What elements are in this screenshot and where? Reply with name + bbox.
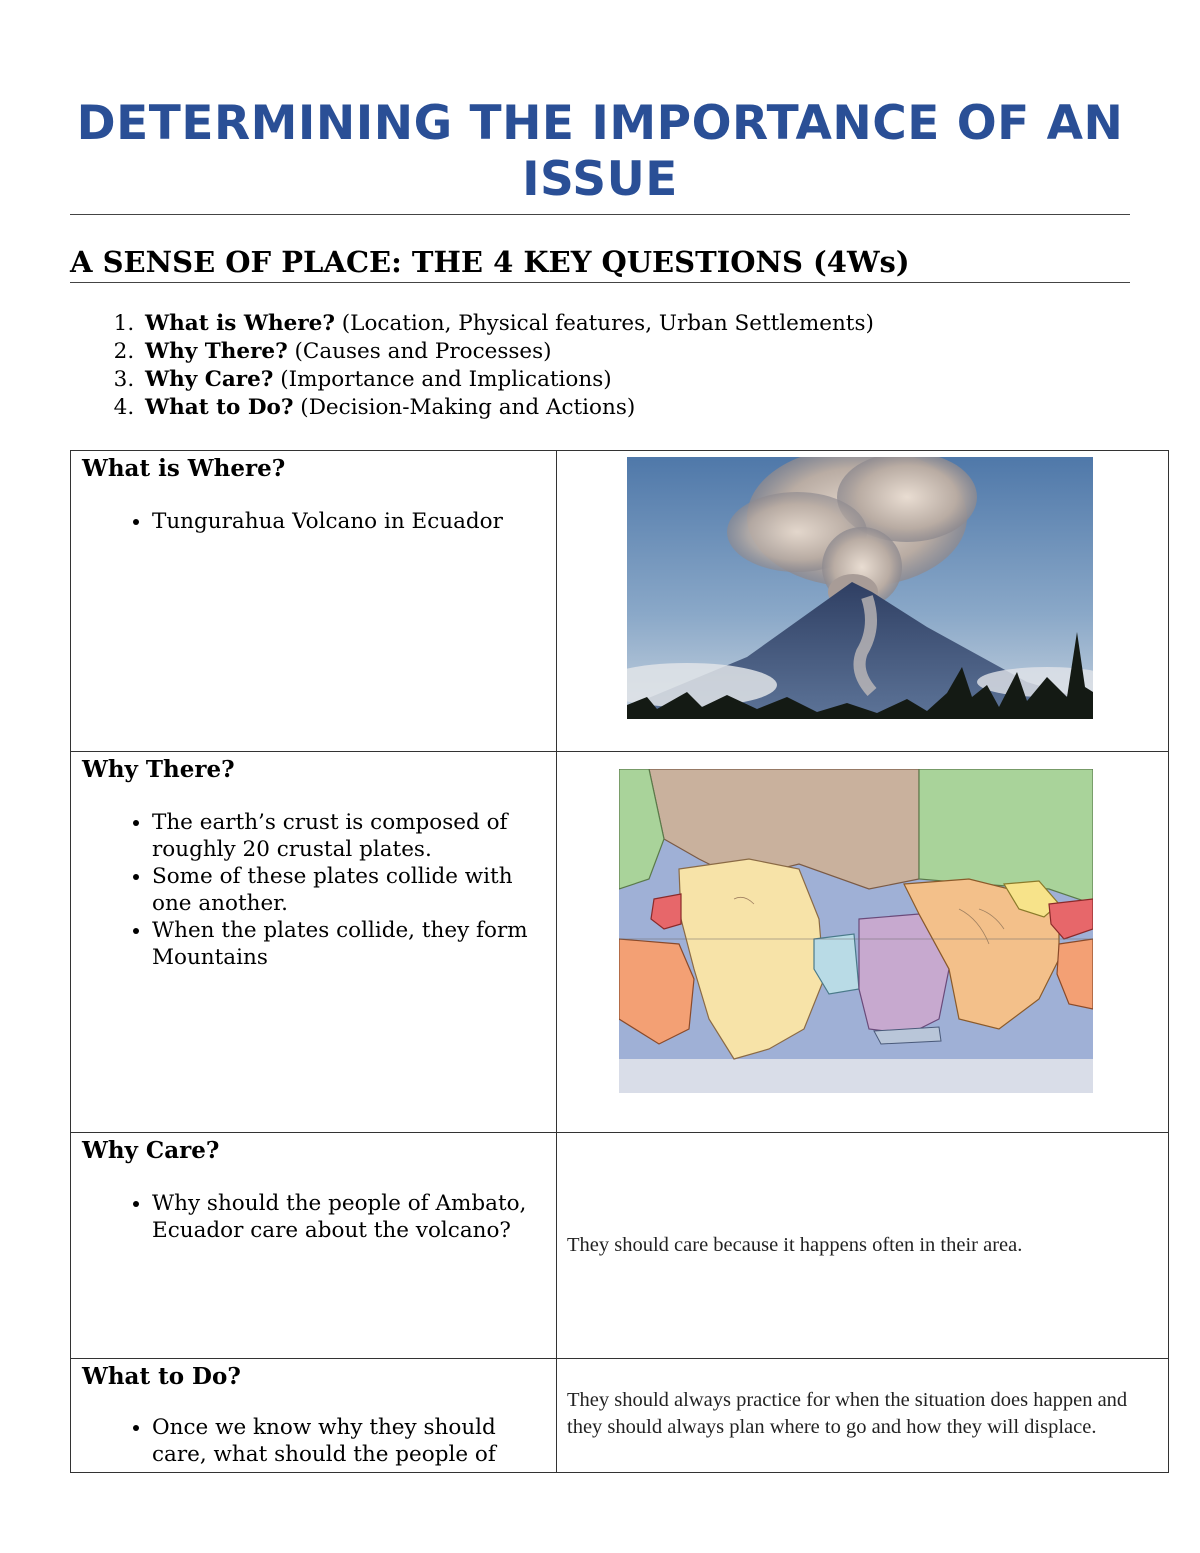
question-detail: (Importance and Implications) xyxy=(273,367,612,392)
question-cell xyxy=(71,451,557,752)
question-detail: (Causes and Processes) xyxy=(287,339,552,364)
four-ws-table xyxy=(70,450,1169,1473)
page-title: DETERMINING THE IMPORTANCE OF AN ISSUE xyxy=(76,96,1124,207)
tectonic-plates-map xyxy=(619,769,1093,1093)
answer-cell xyxy=(557,1359,1169,1473)
answer-text: They should care because it happens often in their area. xyxy=(567,1234,1023,1256)
question-label: Why Care? xyxy=(145,367,274,392)
volcano-photo xyxy=(627,457,1093,719)
bullet-list xyxy=(71,1414,556,1468)
key-questions-list xyxy=(103,310,874,422)
table-row xyxy=(71,1359,1169,1473)
question-item xyxy=(141,394,874,422)
answer-cell xyxy=(557,1133,1169,1359)
question-item xyxy=(141,366,874,394)
table-row xyxy=(71,752,1169,1133)
bullet-item: • The earth’s crust is composed of roughly 20 crustal plates. xyxy=(152,809,556,863)
bullet-item: • Some of these plates collide with one another. xyxy=(152,863,556,917)
bullet-list xyxy=(71,809,556,971)
answer-text: They should always practice for when the situation does happen and they should always plan where to go and how they will displace. xyxy=(567,1389,1128,1438)
title-divider xyxy=(70,214,1130,215)
table-row xyxy=(71,1133,1169,1359)
bullet-item: • When the plates collide, they form Mountains xyxy=(152,917,556,971)
bullet-item: • Tungurahua Volcano in Ecuador xyxy=(152,508,556,535)
bullet-list xyxy=(71,1190,556,1244)
question-label: What is Where? xyxy=(145,311,335,336)
question-detail: (Location, Physical features, Urban Settlements) xyxy=(334,311,874,336)
question-detail: (Decision-Making and Actions) xyxy=(293,395,636,420)
question-label: What to Do? xyxy=(145,395,294,420)
question-cell xyxy=(71,1359,557,1473)
image-cell xyxy=(557,752,1169,1133)
row-heading: Why There? xyxy=(82,756,235,783)
row-heading: What to Do? xyxy=(82,1363,241,1390)
row-heading: What is Where? xyxy=(82,455,286,482)
question-item xyxy=(141,338,874,366)
row-heading: Why Care? xyxy=(82,1137,220,1164)
bullet-list xyxy=(71,508,556,535)
section-divider xyxy=(70,282,1130,283)
table-row xyxy=(71,451,1169,752)
question-cell xyxy=(71,752,557,1133)
bullet-item: • Once we know why they should care, what should the people of xyxy=(152,1414,556,1468)
bullet-item: • Why should the people of Ambato, Ecuador care about the volcano? xyxy=(152,1190,556,1244)
question-item xyxy=(141,310,874,338)
section-heading: A SENSE OF PLACE: THE 4 KEY QUESTIONS (4Ws) xyxy=(70,245,910,279)
question-label: Why There? xyxy=(145,339,288,364)
image-cell xyxy=(557,451,1169,752)
question-cell xyxy=(71,1133,557,1359)
